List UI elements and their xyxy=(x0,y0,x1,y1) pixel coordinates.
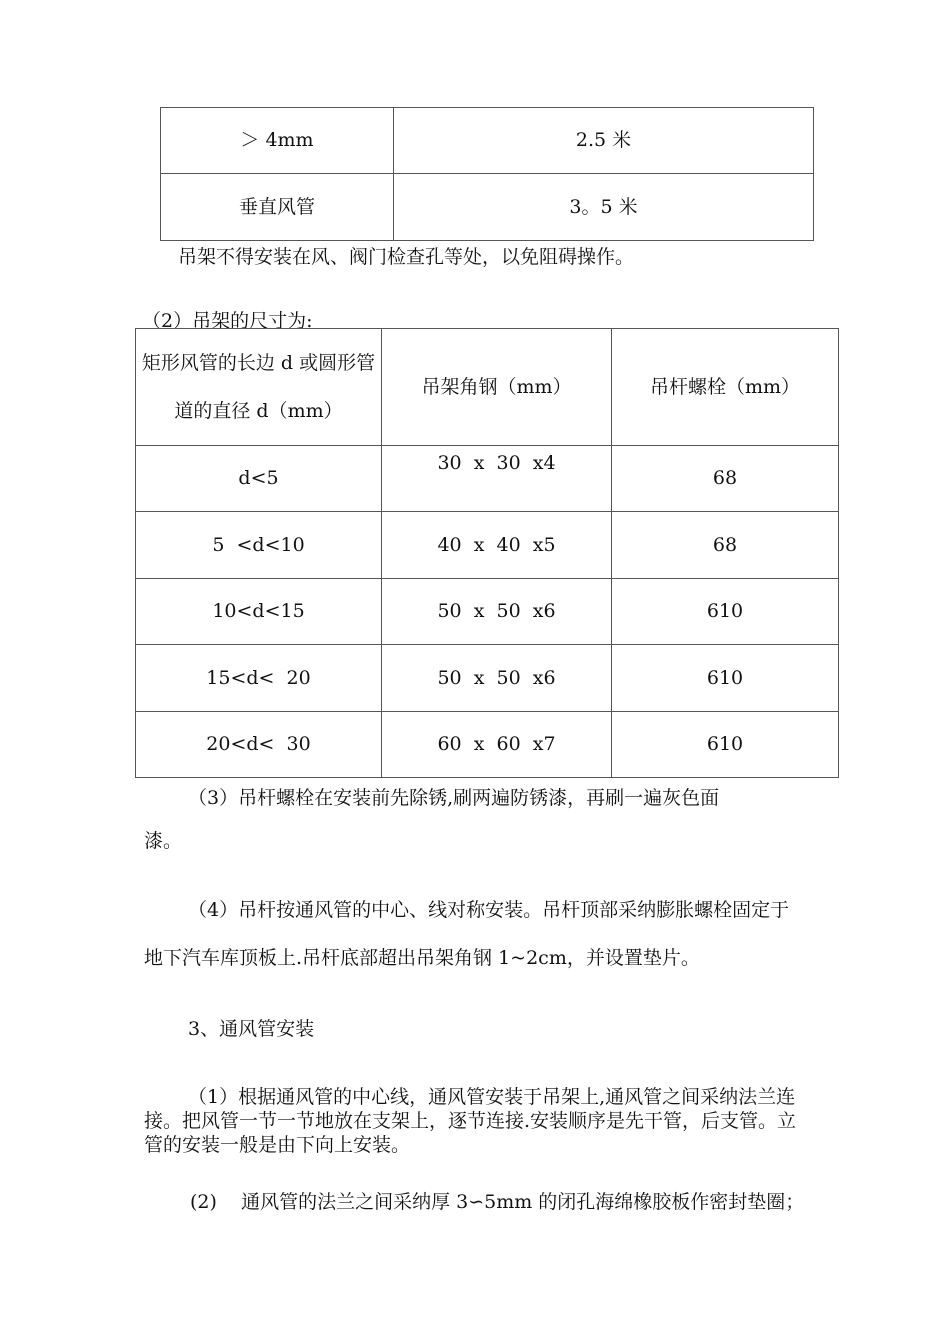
header-line: 道的直径 d（mm） xyxy=(174,400,343,422)
table-cell: 10<d<15 xyxy=(136,579,382,645)
header-cell-angle-steel: 吊架角钢（mm） xyxy=(382,329,612,446)
header-line: 矩形风管的长边 d 或圆形管 xyxy=(141,352,376,374)
table-row xyxy=(136,645,839,712)
table-row xyxy=(136,712,839,778)
item3-line2: 漆。 xyxy=(144,830,183,852)
table-hanger-sizes xyxy=(135,328,839,778)
item3-1-line1: （1）根据通风管的中心线，通风管安装于吊架上,通风管之间采纳法兰连 xyxy=(188,1086,796,1108)
item3-2-line: (2) 通风管的法兰之间采纳厚 3∽5mm 的闭孔海绵橡胶板作密封垫圈； xyxy=(190,1191,805,1213)
table-cell: 40 x 40 x5 xyxy=(382,512,612,579)
header-cell-duct-size xyxy=(136,329,382,446)
header-cell-rod-bolt: 吊杆螺栓（mm） xyxy=(612,329,839,446)
table-row xyxy=(161,174,814,241)
table-cell: 3。5 米 xyxy=(394,174,814,241)
item3-1-line2: 接。把风管一节一节地放在支架上，逐节连接.安装顺序是先干管，后支管。立 xyxy=(144,1110,797,1132)
table-cell: ＞ 4mm xyxy=(161,108,394,174)
table-cell: 15<d< 20 xyxy=(136,645,382,712)
item4-line1: （4）吊杆按通风管的中心、线对称安装。吊杆顶部采纳膨胀螺栓固定于 xyxy=(188,899,790,921)
section3-title: 3、通风管安装 xyxy=(188,1018,315,1040)
table-cell: 50 x 50 x6 xyxy=(382,645,612,712)
table-cell: 68 xyxy=(612,512,839,579)
table-row xyxy=(136,579,839,645)
table-cell: 68 xyxy=(612,446,839,512)
table-header-row xyxy=(136,329,839,446)
table-cell: 610 xyxy=(612,712,839,778)
table-cell: 20<d< 30 xyxy=(136,712,382,778)
table-row xyxy=(136,512,839,579)
table-cell: 5 <d<10 xyxy=(136,512,382,579)
table-row xyxy=(161,108,814,174)
table-cell: 610 xyxy=(612,645,839,712)
table-cell: 610 xyxy=(612,579,839,645)
section2-title: （2）吊架的尺寸为: xyxy=(142,310,313,332)
table-cell: 50 x 50 x6 xyxy=(382,579,612,645)
table-cell: 2.5 米 xyxy=(394,108,814,174)
table-cell: d<5 xyxy=(136,446,382,512)
note-line: 吊架不得安装在风、阀门检查孔等处，以免阻碍操作。 xyxy=(178,246,635,268)
table-row xyxy=(136,446,839,512)
item3-line1: （3）吊杆螺栓在安装前先除锈,刷两遍防锈漆，再刷一遍灰色面 xyxy=(188,787,720,809)
table-cell: 30 x 30 x4 xyxy=(382,446,612,512)
table-cell: 60 x 60 x7 xyxy=(382,712,612,778)
table-cell: 垂直风管 xyxy=(161,174,394,241)
table-installation-spacing xyxy=(160,107,814,241)
item3-1-line3: 管的安装一般是由下向上安装。 xyxy=(144,1134,411,1156)
item4-line2: 地下汽车库顶板上.吊杆底部超出吊架角钢 1~2cm，并设置垫片。 xyxy=(144,947,700,969)
